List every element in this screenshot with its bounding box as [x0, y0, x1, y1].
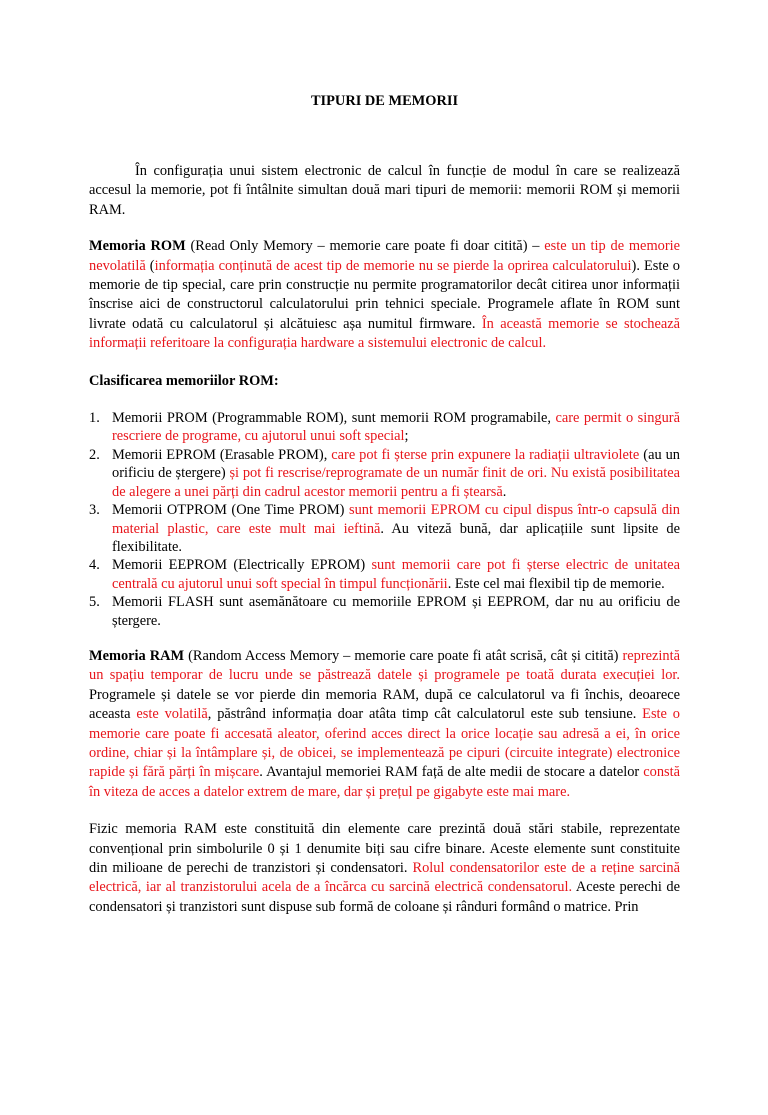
document-page	[0, 91, 768, 1115]
list-highlight: și pot fi rescrise/reprogramate de un număr finit de ori. Nu există posibilitatea de alegere a unei părți din cadrul acestor memorii pentru a fi ștearsă	[112, 465, 680, 500]
list-number: 3.	[89, 502, 100, 519]
ram-highlight-2: este volatilă	[136, 706, 208, 723]
rom-highlight-3: În această memorie se stochează informații referitoare la configurația hardware a sistemului electronic de calcul.	[89, 315, 680, 352]
ram-text-1: (Random Access Memory – memorie care poate fi atât scrisă, cât și citită)	[184, 647, 623, 664]
fizic-highlight-1: Rolul condensatorilor este de a reține sarcină electrică, iar al tranzistorului acela de a încărca cu sarcină electrică condensatorul.	[89, 860, 680, 896]
list-text: Memorii OTPROM (One Time PROM)	[112, 502, 349, 519]
list-text: Memorii EEPROM (Electrically EPROM)	[112, 557, 372, 574]
list-text: Memorii EPROM (Erasable PROM),	[112, 446, 332, 463]
rom-types-list	[89, 409, 680, 630]
list-text: ;	[404, 428, 409, 445]
list-number: 4.	[89, 557, 100, 574]
list-highlight: sunt memorii care pot fi șterse electric de unitatea centrală cu ajutorul unui soft special în timpul funcționării	[112, 557, 680, 592]
list-text: .	[502, 483, 507, 500]
list-text: Memorii FLASH sunt asemănătoare cu memoriile EPROM și EEPROM, dar nu au orificiu de ștergere.	[112, 594, 680, 629]
list-item	[89, 409, 680, 446]
intro-paragraph: În configurația unui sistem electronic de calcul în funcție de modul în care se realizează accesul la memorie, pot fi întâlnite simultan două mari tipuri de memorii: memorii ROM și memorii RAM.	[89, 163, 680, 218]
list-text: . Au viteză bună, dar aplicațiile sunt lipsite de flexibilitate.	[112, 520, 680, 555]
rom-paragraph	[89, 237, 680, 353]
list-highlight: care pot fi șterse prin expunere la radiații ultraviolete	[331, 446, 640, 463]
fizic-text-1: Fizic memoria RAM este constituită din elemente care prezintă două stări stabile, reprezentate convențional prin simbolurile 0 și 1 denumite biți sau cifre binare. Aceste elemente sunt constituite din milioane de perechi de tranzistori și condensatori.	[89, 821, 680, 876]
rom-text-2: (	[145, 257, 155, 274]
list-text: (au un orificiu de ștergere)	[112, 446, 680, 482]
list-number: 1.	[89, 410, 100, 427]
list-item	[89, 501, 680, 556]
classification-heading: Clasificarea memoriilor ROM:	[89, 372, 279, 389]
list-number: 5.	[89, 594, 100, 611]
document-title: TIPURI DE MEMORII	[310, 93, 459, 109]
list-highlight: care permit o singură rescriere de programe, cu ajutorul unui soft special	[112, 410, 680, 445]
list-item	[89, 446, 680, 501]
ram-text-3: , păstrând informația doar atâta timp cât calculatorul este sub tensiune.	[207, 706, 643, 723]
ram-text-4: . Avantajul memoriei RAM față de alte medii de stocare a datelor	[259, 764, 644, 781]
list-item	[89, 593, 680, 630]
ram-text-2: Programele și datele se vor pierde din memoria RAM, după ce calculatorul va fi închis, deoarece aceasta	[89, 686, 680, 723]
ram-highlight-1: reprezintă un spațiu temporar de lucru unde se păstrează datele și programele pe toată durata execuției lor.	[89, 647, 680, 684]
rom-text-1: (Read Only Memory – memorie care poate fi doar citită) –	[185, 238, 545, 255]
list-text: Memorii PROM (Programmable ROM), sunt memorii ROM programabile,	[112, 410, 556, 427]
rom-highlight-2: informația conținută de acest tip de memorie nu se pierde la oprirea calculatorului	[154, 257, 632, 274]
rom-text-3: ). Este o memorie de tip special, care prin construcție nu permite programatorilor decât citirea unor informații înscrise aici de constructorul calculatorului prin tehnici speciale. Programele aflate în ROM sunt livrate odată cu calculatorul și alcătuiesc așa numitul firmware.	[89, 257, 680, 332]
rom-label: Memoria ROM	[89, 238, 186, 255]
list-highlight: sunt memorii EPROM cu cipul dispus într-o capsulă din material plastic, care este mult mai ieftină	[112, 502, 680, 537]
ram-highlight-4: constă în viteza de acces a datelor extrem de mare, dar și prețul pe gigabyte este mai mare.	[89, 764, 680, 800]
list-number: 2.	[89, 446, 100, 463]
fizic-text-2: Aceste perechi de condensatori și tranzistori sunt dispuse sub formă de coloane și rânduri formând o matrice. Prin	[89, 879, 680, 915]
physical-ram-paragraph	[89, 820, 680, 917]
rom-highlight-1: este un tip de memorie nevolatilă	[89, 238, 681, 274]
ram-label: Memoria RAM	[89, 647, 185, 664]
ram-paragraph	[89, 647, 680, 802]
ram-highlight-3: Este o memorie care poate fi accesată aleator, oferind acces direct la orice locație sau adresă a ei, în orice ordine, chiar și la întâmplare și, de obicei, se implementează pe cipuri (circuite integrate) electronice rapide și fără părți în mișcare	[89, 706, 680, 781]
list-item	[89, 556, 680, 593]
list-text: . Este cel mai flexibil tip de memorie.	[447, 575, 665, 592]
